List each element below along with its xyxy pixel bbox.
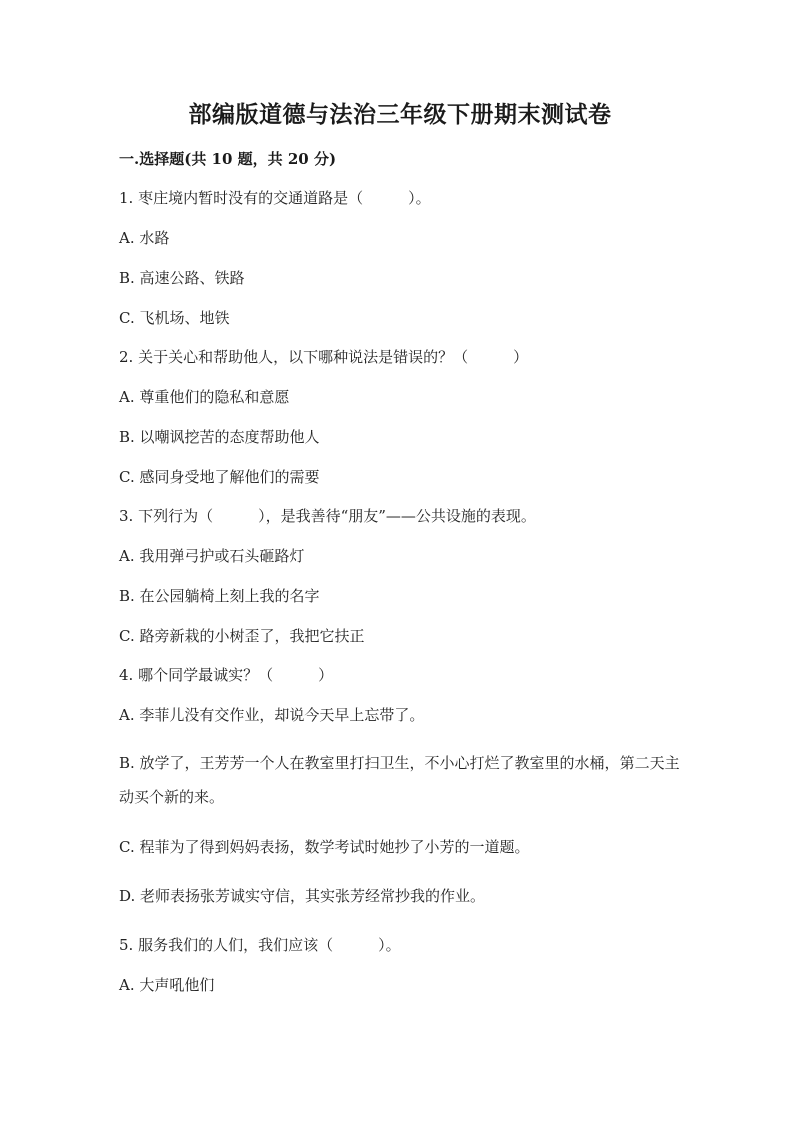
question-4-option-d: D. 老师表扬张芳诚实守信，其实张芳经常抄我的作业。 bbox=[119, 887, 486, 905]
question-4-option-c: C. 程菲为了得到妈妈表扬，数学考试时她抄了小芳的一道题。 bbox=[119, 838, 530, 856]
question-1-option-c: C. 飞机场、地铁 bbox=[119, 309, 230, 327]
question-4-option-a: A. 李菲儿没有交作业，却说今天早上忘带了。 bbox=[119, 706, 425, 724]
question-2-option-c: C. 感同身受地了解他们的需要 bbox=[119, 468, 320, 486]
question-1-option-a: A. 水路 bbox=[119, 229, 170, 247]
page-title: 部编版道德与法治三年级下册期末测试卷 bbox=[188, 101, 612, 128]
question-2-option-b: B. 以嘲讽挖苦的态度帮助他人 bbox=[119, 428, 320, 446]
question-1-option-b: B. 高速公路、铁路 bbox=[119, 269, 245, 287]
question-3-option-a: A. 我用弹弓护或石头砸路灯 bbox=[119, 547, 305, 565]
question-5-stem: 5. 服务我们的人们，我们应该（ ）。 bbox=[119, 936, 401, 954]
question-3-option-c: C. 路旁新栽的小树歪了，我把它扶正 bbox=[119, 627, 365, 645]
question-4-stem: 4. 哪个同学最诚实？（ ） bbox=[119, 666, 334, 684]
question-1-stem: 1. 枣庄境内暂时没有的交通道路是（ ）。 bbox=[119, 189, 431, 207]
question-3-option-b: B. 在公园躺椅上刻上我的名字 bbox=[119, 587, 320, 605]
question-5-option-a: A. 大声吼他们 bbox=[119, 976, 215, 994]
question-4-option-b: B. 放学了，王芳芳一个人在教室里打扫卫生，不小心打烂了教室里的水桶，第二天主动买个新的来。 bbox=[119, 754, 680, 806]
question-3-stem: 3. 下列行为（ ），是我善待“朋友”——公共设施的表现。 bbox=[119, 507, 536, 525]
question-2-option-a: A. 尊重他们的隐私和意愿 bbox=[119, 388, 290, 406]
section-heading: 一.选择题(共 10 题，共 20 分) bbox=[119, 150, 337, 168]
question-2-stem: 2. 关于关心和帮助他人，以下哪种说法是错误的？（ ） bbox=[119, 348, 529, 366]
